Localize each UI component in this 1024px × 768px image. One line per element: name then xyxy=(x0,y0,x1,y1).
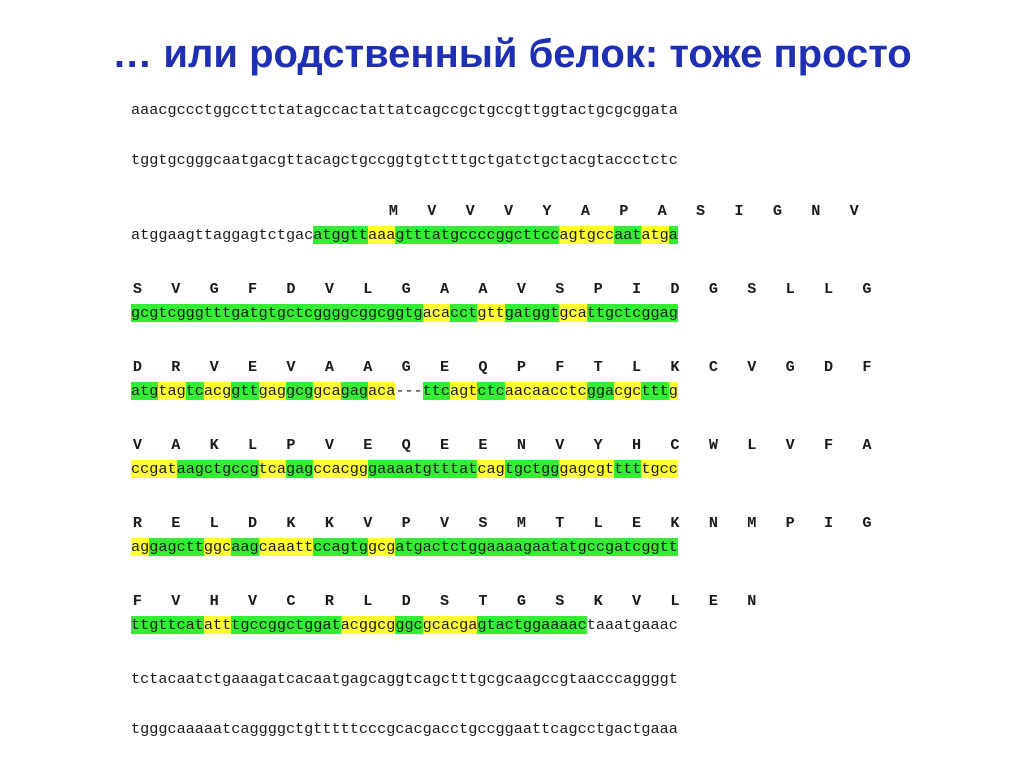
amino-acid-letter: M xyxy=(516,514,526,532)
codon-highlight-green: gag xyxy=(340,382,368,400)
amino-acid-letter: V xyxy=(516,280,526,298)
codon-highlight-green: gcgtcgggtttgatgtgctcggggcggcggtg xyxy=(131,304,423,322)
amino-acid-letter: E xyxy=(440,436,450,454)
codon-highlight-yellow: aca xyxy=(367,382,396,400)
amino-acid-letter: V xyxy=(785,436,795,454)
amino-acid-letter: F xyxy=(862,358,872,376)
slide-title: … или родственный белок: тоже просто xyxy=(112,32,912,76)
amino-acid-letter: S xyxy=(555,280,565,298)
amino-acid-letter: I xyxy=(632,280,642,298)
dna-sequence-line xyxy=(131,458,678,480)
codon-highlight-green: gatggt xyxy=(504,304,560,322)
amino-acid-letter: S xyxy=(440,592,450,610)
amino-acid-letter: L xyxy=(593,514,603,532)
amino-acid-letter: S xyxy=(696,202,706,220)
dna-sequence-line xyxy=(131,536,678,558)
amino-acid-letter: V xyxy=(465,202,475,220)
amino-acid-letter: V xyxy=(324,436,334,454)
amino-acid-letter: A xyxy=(440,280,450,298)
amino-acid-letter: D xyxy=(248,514,258,532)
dna-segment: tgggcaaaaatcaggggctgtttttcccgcacgacctgccggaattcagcctgactgaaa xyxy=(131,720,678,738)
codon-highlight-green: ttt xyxy=(614,460,642,478)
codon-highlight-yellow: gca xyxy=(559,304,587,322)
codon-highlight-yellow: gagcgt xyxy=(559,460,615,478)
amino-acid-letter: S xyxy=(478,514,488,532)
amino-acid-letter: V xyxy=(132,436,142,454)
codon-highlight-green: ctc xyxy=(477,382,505,400)
amino-acid-letter: T xyxy=(593,358,603,376)
amino-acid-letter: N xyxy=(708,514,718,532)
amino-acid-letter: H xyxy=(632,436,642,454)
sequence-alignment xyxy=(131,0,911,768)
amino-acid-letter: E xyxy=(632,514,642,532)
amino-acid-letter: V xyxy=(171,592,181,610)
amino-acid-letter: Y xyxy=(542,202,552,220)
codon-highlight-green: atg xyxy=(131,382,159,400)
amino-acid-letter: V xyxy=(632,592,642,610)
amino-acid-letter: E xyxy=(363,436,373,454)
amino-acid-letter: L xyxy=(785,280,795,298)
codon-highlight-yellow: atg xyxy=(641,226,669,244)
dna-segment: aaacgccctggccttctatagccactattatcagccgctgccgttggtactgcgcggata xyxy=(131,101,678,119)
amino-acid-letter: L xyxy=(363,592,373,610)
amino-acid-letter: G xyxy=(785,358,795,376)
codon-highlight-green: aat xyxy=(614,226,642,244)
amino-acid-letter: L xyxy=(632,358,642,376)
amino-acid-letter: H xyxy=(209,592,219,610)
amino-acid-letter: L xyxy=(824,280,834,298)
amino-acid-letter: M xyxy=(388,202,398,220)
amino-acid-letter: S xyxy=(132,280,142,298)
dna-sequence-line xyxy=(131,302,678,324)
amino-acid-letter: A xyxy=(862,436,872,454)
amino-acid-letter: V xyxy=(747,358,757,376)
amino-acid-letter: V xyxy=(324,280,334,298)
codon-highlight-green: gag xyxy=(285,460,314,478)
amino-acid-letter: P xyxy=(785,514,795,532)
amino-acid-letter: K xyxy=(670,358,680,376)
amino-acid-letter: V xyxy=(171,280,181,298)
amino-acid-letter: P xyxy=(286,436,296,454)
amino-acid-letter: V xyxy=(555,436,565,454)
amino-acid-letter: P xyxy=(593,280,603,298)
codon-highlight-green: tc xyxy=(185,382,204,400)
codon-highlight-green: a xyxy=(668,226,678,244)
codon-highlight-yellow: ccgat xyxy=(131,460,177,478)
amino-acid-letter: L xyxy=(670,592,680,610)
amino-acid-letter: N xyxy=(811,202,821,220)
codon-highlight-yellow: agt xyxy=(450,382,478,400)
amino-acid-letter: Q xyxy=(478,358,488,376)
codon-highlight-green: gaaaatgtttat xyxy=(367,460,478,478)
amino-acid-letter: L xyxy=(209,514,219,532)
amino-acid-letter: K xyxy=(286,514,296,532)
amino-acid-letter: P xyxy=(401,514,411,532)
amino-acid-letter: W xyxy=(708,436,718,454)
amino-acid-line xyxy=(131,434,899,456)
amino-acid-letter: S xyxy=(555,592,565,610)
amino-acid-letter: V xyxy=(504,202,514,220)
amino-acid-line xyxy=(131,512,899,534)
amino-acid-letter: T xyxy=(478,592,488,610)
dna-segment: tctacaatctgaaagatcacaatgagcaggtcagctttgcgcaagccgtaacccaggggt xyxy=(131,670,678,688)
codon-highlight-yellow: acggcg xyxy=(340,616,396,634)
amino-acid-letter: V xyxy=(363,514,373,532)
codon-highlight-yellow: aacaacctc xyxy=(504,382,587,400)
codon-highlight-yellow: gcg xyxy=(367,538,396,556)
amino-acid-letter: K xyxy=(324,514,334,532)
codon-highlight-yellow: aaa xyxy=(367,226,396,244)
amino-acid-letter: D xyxy=(132,358,142,376)
codon-highlight-yellow: tca xyxy=(258,460,286,478)
amino-acid-letter: A xyxy=(580,202,590,220)
codon-highlight-green: ggc xyxy=(395,616,423,634)
amino-acid-letter: S xyxy=(747,280,757,298)
codon-highlight-green: atgactctggaaaagaatatgccgatcggtt xyxy=(395,538,678,556)
codon-highlight-green: gtt xyxy=(231,382,259,400)
amino-acid-letter: G xyxy=(516,592,526,610)
codon-highlight-yellow: att xyxy=(203,616,232,634)
dna-sequence-line xyxy=(131,614,678,636)
codon-highlight-green: ttgctcggag xyxy=(586,304,678,322)
amino-acid-letter: A xyxy=(657,202,667,220)
codon-highlight-green: ttc xyxy=(422,382,451,400)
amino-acid-letter: R xyxy=(171,358,181,376)
amino-acid-letter: A xyxy=(478,280,488,298)
amino-acid-letter: D xyxy=(286,280,296,298)
amino-acid-letter: I xyxy=(824,514,834,532)
codon-highlight-yellow: gcacga xyxy=(422,616,478,634)
codon-highlight-green: tgccggctggat xyxy=(231,616,341,634)
codon-highlight-green: ttgttcat xyxy=(131,616,204,634)
codon-highlight-yellow: ggc xyxy=(203,538,232,556)
amino-acid-letter: Q xyxy=(401,436,411,454)
amino-acid-letter: F xyxy=(555,358,565,376)
amino-acid-letter: G xyxy=(209,280,219,298)
amino-acid-line xyxy=(131,590,899,612)
codon-highlight-green: ccagtg xyxy=(313,538,368,556)
dna-segment: taaatgaaac xyxy=(586,616,678,634)
dna-sequence-line xyxy=(131,380,678,402)
amino-acid-letter: D xyxy=(824,358,834,376)
codon-highlight-green: ttt xyxy=(641,382,669,400)
dna-segment: atggaagttaggagtctgac xyxy=(131,226,314,244)
codon-highlight-green: gcg xyxy=(285,382,314,400)
dna-sequence-line xyxy=(131,149,678,171)
codon-highlight-green: gagctt xyxy=(149,538,204,556)
amino-acid-letter: C xyxy=(708,358,718,376)
amino-acid-line xyxy=(131,278,899,300)
dna-sequence-line xyxy=(131,668,678,690)
amino-acid-letter: G xyxy=(862,280,872,298)
dna-sequence-line xyxy=(131,99,678,121)
codon-highlight-yellow: ccacgg xyxy=(313,460,368,478)
amino-acid-letter: V xyxy=(209,358,219,376)
amino-acid-letter: D xyxy=(670,280,680,298)
dna-sequence-line xyxy=(131,224,678,246)
amino-acid-letter: E xyxy=(248,358,258,376)
amino-acid-letter: K xyxy=(209,436,219,454)
codon-highlight-yellow: tgcc xyxy=(641,460,678,478)
amino-acid-line xyxy=(131,200,899,222)
amino-acid-letter: T xyxy=(555,514,565,532)
amino-acid-letter: K xyxy=(593,592,603,610)
amino-acid-letter: Y xyxy=(593,436,603,454)
codon-highlight-yellow: caaatt xyxy=(258,538,314,556)
amino-acid-letter: L xyxy=(747,436,757,454)
amino-acid-letter: V xyxy=(849,202,859,220)
amino-acid-letter: V xyxy=(248,592,258,610)
amino-acid-letter: G xyxy=(862,514,872,532)
amino-acid-letter: V xyxy=(286,358,296,376)
codon-highlight-green: atggtt xyxy=(313,226,368,244)
codon-highlight-yellow: acg xyxy=(203,382,232,400)
amino-acid-letter: K xyxy=(670,514,680,532)
codon-highlight-yellow: ag xyxy=(131,538,150,556)
amino-acid-letter: A xyxy=(171,436,181,454)
dna-sequence-line xyxy=(131,718,678,740)
amino-acid-letter: F xyxy=(132,592,142,610)
amino-acid-letter: D xyxy=(401,592,411,610)
amino-acid-letter: E xyxy=(708,592,718,610)
codon-highlight-green: gtactggaaaac xyxy=(477,616,587,634)
amino-acid-line xyxy=(131,356,899,378)
amino-acid-letter: C xyxy=(670,436,680,454)
amino-acid-letter: G xyxy=(401,280,411,298)
amino-acid-letter: G xyxy=(708,280,718,298)
dna-segment: tggtgcgggcaatgacgttacagctgccggtgtctttgctgatctgctacgtaccctctc xyxy=(131,151,678,169)
amino-acid-letter: N xyxy=(747,592,757,610)
amino-acid-letter: F xyxy=(248,280,258,298)
amino-acid-letter: L xyxy=(363,280,373,298)
codon-highlight-yellow: gtt xyxy=(477,304,505,322)
amino-acid-letter: A xyxy=(363,358,373,376)
codon-highlight-yellow: agtgcc xyxy=(559,226,615,244)
codon-highlight-green: aag xyxy=(231,538,259,556)
amino-acid-letter: V xyxy=(440,514,450,532)
codon-highlight-green: aagctgccg xyxy=(176,460,259,478)
amino-acid-letter: M xyxy=(747,514,757,532)
amino-acid-letter: A xyxy=(324,358,334,376)
codon-highlight-yellow: aca xyxy=(422,304,450,322)
amino-acid-letter: L xyxy=(248,436,258,454)
amino-acid-letter: N xyxy=(516,436,526,454)
codon-highlight-green: gtttatgccccggcttcc xyxy=(395,226,560,244)
codon-highlight-green: gga xyxy=(586,382,615,400)
amino-acid-letter: F xyxy=(824,436,834,454)
amino-acid-letter: E xyxy=(440,358,450,376)
codon-highlight-yellow: gag xyxy=(258,382,286,400)
amino-acid-letter: I xyxy=(734,202,744,220)
codon-highlight-yellow: tag xyxy=(158,382,186,400)
amino-acid-letter: R xyxy=(132,514,142,532)
amino-acid-letter: P xyxy=(619,202,629,220)
dna-segment: --- xyxy=(395,382,423,400)
amino-acid-letter: E xyxy=(478,436,488,454)
codon-highlight-yellow: g xyxy=(668,382,678,400)
amino-acid-letter: R xyxy=(324,592,334,610)
amino-acid-letter: E xyxy=(171,514,181,532)
amino-acid-letter: C xyxy=(286,592,296,610)
codon-highlight-green: tgctgg xyxy=(504,460,560,478)
amino-acid-letter: G xyxy=(401,358,411,376)
codon-highlight-yellow: gca xyxy=(313,382,341,400)
codon-highlight-yellow: cgc xyxy=(614,382,642,400)
codon-highlight-green: cct xyxy=(450,304,478,322)
amino-acid-letter: V xyxy=(427,202,437,220)
amino-acid-letter: P xyxy=(516,358,526,376)
codon-highlight-yellow: cag xyxy=(477,460,505,478)
amino-acid-letter: G xyxy=(772,202,782,220)
